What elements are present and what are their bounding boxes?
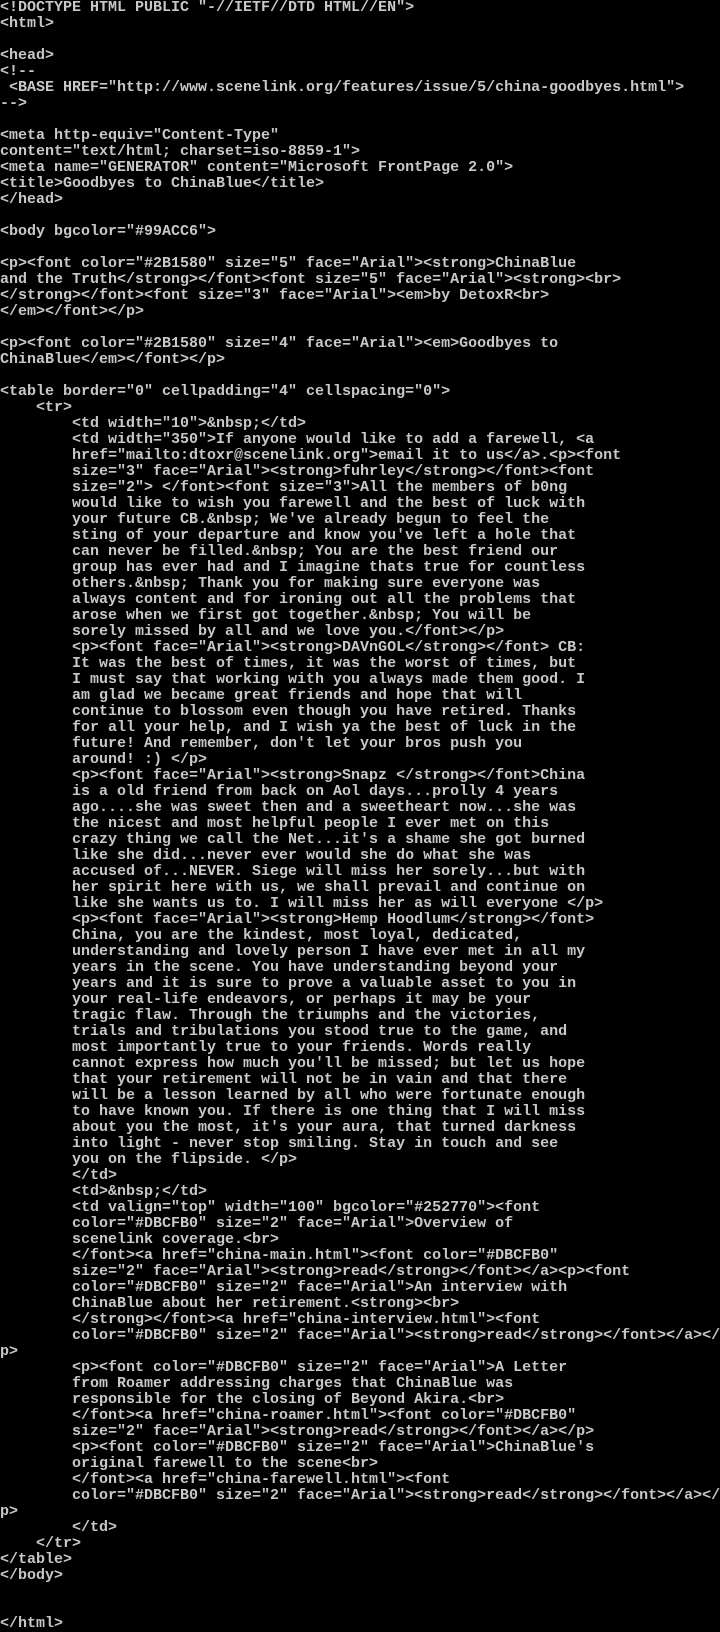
html-source-text: <!DOCTYPE HTML PUBLIC "-//IETF//DTD HTML//EN"> <html> <head> <!-- <BASE HREF="http://www.scenelink.org/features/issue/5/china-goodbyes.html"> --> <meta http-equiv="Content-Type" content="text/html; charset=iso-8859-1"> <meta name="GENERATOR" content="Microsoft FrontPage 2.0"> <title>Goodbyes to ChinaBlue</title> </head> <body bgcolor="#99ACC6"> <p><font color="#2B1580" size="5" face="Arial"><strong>ChinaBlue and the Truth</strong></font><font size="5" face="Arial"><strong><br> </strong></font><font size="3" face="Arial"><em>by DetoxR<br> </em></font></p> <p><font color="#2B1580" size="4" face="Arial"><em>Goodbyes to ChinaBlue</em></font></p> <table border="0" cellpadding="4" cellspacing="0"> <tr> <td width="10">&nbsp;</td> <td width="350">If anyone would like to add a farewell, <a href="mailto:dtoxr@scenelink.org">email it to us</a>.<p><font size="3" face="Arial"><strong>fuhrley</strong></font><font size="2"> </font><font size="3">All the members of b0ng would like to wish you farewell and the best of luck with your future CB.&nbsp; We've already begun to feel the sting of your departure and know you've left a hole that can never be filled.&nbsp; You are the best friend our group has ever had and I imagine thats true for countless others.&nbsp; Thank you for making sure everyone was always content and for ironing out all the problems that arose when we first got together.&nbsp; You will be sorely missed by all and we love you.</font></p> <p><font face="Arial"><strong>DAVnGOL</strong></font> CB: It was the best of times, it was the worst of times, but I must say that working with you always made them good. I am glad we became great friends and hope that will continue to blossom even though you have retired. Thanks for all your help, and I wish ya the best of luck in the future! And remember, don't let your bros push you around! :) </p> <p><font face="Arial"><strong>Snapz </strong></font>China is a old friend from back on Aol days...prolly 4 years ago....she was sweet then and a sweetheart now...she was the nicest and most helpful people I ever met on this crazy thing we call the Net...it's a shame she got burned like she did...never ever would she do what she was accused of...NEVER. Siege will miss her sorely...but with her spirit here with us, we shall prevail and continue on like she wants us to. I will miss her as will everyone </p> <p><font face="Arial"><strong>Hemp Hoodlum</strong></font> China, you are the kindest, most loyal, dedicated, understanding and lovely person I have ever met in all my years in the scene. You have understanding beyond your years and it is sure to prove a valuable asset to you in your real-life endeavors, or perhaps it may be your tragic flaw. Through the triumphs and the victories, trials and tribulations you stood true to the game, and most importantly true to your friends. Words really cannot express how much you'll be missed; but let us hope that your retirement will not be in vain and that there will be a lesson learned by all who were fortunate enough to have known you. If there is one thing that I will miss about you the most, it's your aura, that turned darkness into light - never stop smiling. Stay in touch and see you on the flipside. </p> </td> <td>&nbsp;</td> <td valign="top" width="100" bgcolor="#252770"><font color="#DBCFB0" size="2" face="Arial">Overview of scenelink coverage.<br> </font><a href="china-main.html"><font color="#DBCFB0" size="2" face="Arial"><strong>read</strong></font></a><p><font color="#DBCFB0" size="2" face="Arial">An interview with ChinaBlue about her retirement.<strong><br> </strong></font><a href="china-interview.html"><font color="#DBCFB0" size="2" face="Arial"><strong>read</strong></font></a></ p> <p><font color="#DBCFB0" size="2" face="Arial">A Letter from Roamer addressing charges that ChinaBlue was responsible for the closing of Beyond Akira.<br> </font><a href="china-roamer.html"><font color="#DBCFB0" size="2" face="Arial"><strong>read</strong></font></a></p> <p><font color="#DBCFB0" size="2" face="Arial">ChinaBlue's original farewell to the scene<br> </font><a href="china-farewell.html"><font color="#DBCFB0" size="2" face="Arial"><strong>read</strong></font></a></ p> </td> </tr> </table> </body> </html> [0,0,720,1632]
